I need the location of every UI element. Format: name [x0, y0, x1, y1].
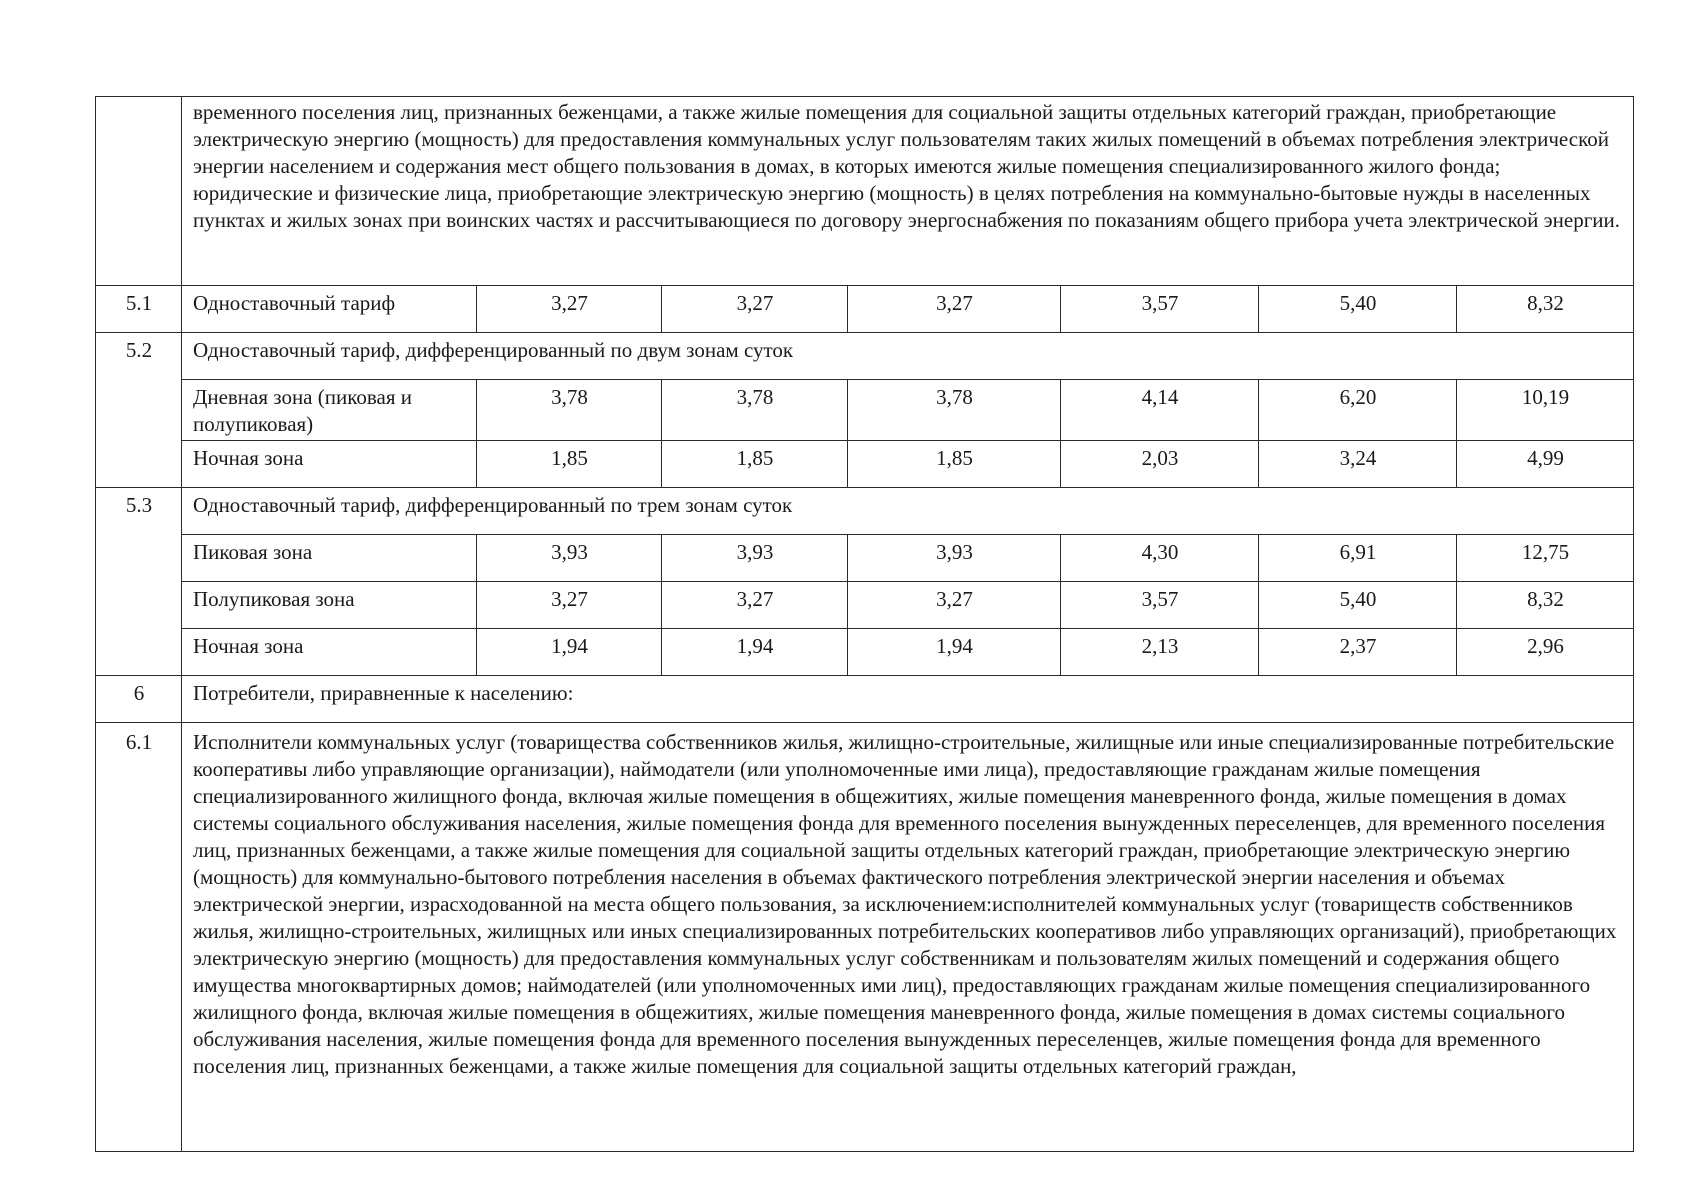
- tariff-value: 3,57: [1061, 582, 1259, 629]
- tariff-value: 4,14: [1061, 380, 1259, 441]
- section-heading: Потребители, приравненные к населению:: [182, 676, 1634, 723]
- intro-paragraph-2: юридические и физические лица, приобретающие электрическую энергию (мощность) в целях потребления на коммунально-бытовые нужды в населенных пунктах и жилых зонах при воинских частях и рассчитывающиеся по договору энергоснабжения по показаниям общего прибора учета электрической энергии.: [193, 181, 1621, 232]
- tariff-value: 5,40: [1259, 286, 1457, 333]
- tariff-value: 1,85: [477, 441, 662, 488]
- tariff-value: 4,30: [1061, 535, 1259, 582]
- intro-paragraph-1: временного поселения лиц, признанных беженцами, а также жилые помещения для социальной защиты отдельных категорий граждан, приобретающие электрическую энергию (мощность) для предоставления коммунальных услуг пользователям таких жилых помещений в объемах потребления электрической энергии населением и содержания мест общего пользования в домах, в которых имеются жилые помещения специализированного жилого фонда;: [193, 100, 1609, 178]
- table-row-5-3-heading: [96, 488, 1634, 535]
- tariff-value: 1,94: [848, 629, 1061, 676]
- tariff-value: 3,93: [848, 535, 1061, 582]
- tariff-label: Дневная зона (пиковая и полупиковая): [182, 380, 477, 441]
- row-number: 5.3: [96, 488, 182, 676]
- intro-text-cell: [182, 97, 1634, 286]
- table-row-intro: [96, 97, 1634, 286]
- tariff-value: 2,37: [1259, 629, 1457, 676]
- tariff-value: 1,85: [848, 441, 1061, 488]
- tariff-value: 4,99: [1457, 441, 1634, 488]
- tariff-value: 1,85: [662, 441, 848, 488]
- tariff-value: 8,32: [1457, 582, 1634, 629]
- tariff-value: 3,27: [848, 286, 1061, 333]
- tariff-value: 6,20: [1259, 380, 1457, 441]
- tariff-value: 2,13: [1061, 629, 1259, 676]
- tariff-heading: Одноставочный тариф, дифференцированный по двум зонам суток: [182, 333, 1634, 380]
- tariff-value: 3,93: [477, 535, 662, 582]
- tariff-value: 1,94: [662, 629, 848, 676]
- table-row-half-peak-zone: [96, 582, 1634, 629]
- table-row-5-2-heading: [96, 333, 1634, 380]
- tariff-value: 2,03: [1061, 441, 1259, 488]
- tariff-value: 3,78: [848, 380, 1061, 441]
- tariff-value: 3,24: [1259, 441, 1457, 488]
- tariff-value: 3,27: [477, 582, 662, 629]
- table-row-night-zone: [96, 629, 1634, 676]
- table-row-5-1: [96, 286, 1634, 333]
- tariff-value: 10,19: [1457, 380, 1634, 441]
- row-number: 6.1: [96, 723, 182, 1152]
- row-number: 5.1: [96, 286, 182, 333]
- tariff-label: Полупиковая зона: [182, 582, 477, 629]
- tariff-value: 3,27: [662, 286, 848, 333]
- tariff-value: 3,93: [662, 535, 848, 582]
- tariff-value: 5,40: [1259, 582, 1457, 629]
- row-number-cell: [96, 97, 182, 286]
- table-row-peak-zone: [96, 535, 1634, 582]
- table-row-6-1: [96, 723, 1634, 1152]
- tariff-label: Ночная зона: [182, 441, 477, 488]
- table-row-6: [96, 676, 1634, 723]
- tariff-value: 3,27: [848, 582, 1061, 629]
- tariff-value: 3,78: [477, 380, 662, 441]
- tariff-value: 3,57: [1061, 286, 1259, 333]
- tariff-value: 6,91: [1259, 535, 1457, 582]
- tariff-value: 8,32: [1457, 286, 1634, 333]
- tariff-value: 3,27: [662, 582, 848, 629]
- row-number: 5.2: [96, 333, 182, 488]
- tariff-label: Ночная зона: [182, 629, 477, 676]
- tariff-value: 3,27: [477, 286, 662, 333]
- consumer-description: Исполнители коммунальных услуг (товарищества собственников жилья, жилищно-строительные, жилищные или иные специализированные потребительские кооперативы либо управляющие организации), наймодатели (или уполномоченные ими лица), предоставляющие гражданам жилые помещения специализированного жилищного фонда, включая жилые помещения в общежитиях, жилые помещения маневренного фонда, жилые помещения в домах системы социального обслуживания населения, жилые помещения фонда для временного поселения вынужденных переселенцев, для временного поселения лиц, признанных беженцами, а также жилые помещения для социальной защиты отдельных категорий граждан, приобретающие электрическую энергию (мощность) для коммунально-бытового потребления населения в объемах фактического потребления электрической энергии населения и объемах электрической энергии, израсходованной на места общего пользования, за исключением:исполнителей коммунальных услуг (товариществ собственников жилья, жилищно-строительных, жилищных или иных специализированных потребительских кооперативов либо управляющих организаций), приобретающих электрическую энергию (мощность) для предоставления коммунальных услуг собственникам и пользователям жилых помещений и содержания общего имущества многоквартирных домов; наймодателей (или уполномоченных ими лиц), предоставляющих гражданам жилые помещения специализированного жилищного фонда, включая жилые помещения в общежитиях, жилые помещения маневренного фонда, жилые помещения в домах системы социального обслуживания населения, жилые помещения фонда для временного поселения вынужденных переселенцев, жилые помещения фонда для временного поселения лиц, признанных беженцами, а также жилые помещения для социальной защиты отдельных категорий граждан,: [182, 723, 1634, 1152]
- tariff-label: Одноставочный тариф: [182, 286, 477, 333]
- tariff-value: 1,94: [477, 629, 662, 676]
- table-row-day-zone: [96, 380, 1634, 441]
- tariff-table: [95, 96, 1634, 1152]
- tariff-value: 12,75: [1457, 535, 1634, 582]
- tariff-value: 2,96: [1457, 629, 1634, 676]
- tariff-label: Пиковая зона: [182, 535, 477, 582]
- tariff-value: 3,78: [662, 380, 848, 441]
- tariff-heading: Одноставочный тариф, дифференцированный по трем зонам суток: [182, 488, 1634, 535]
- table-row-night-zone: [96, 441, 1634, 488]
- row-number: 6: [96, 676, 182, 723]
